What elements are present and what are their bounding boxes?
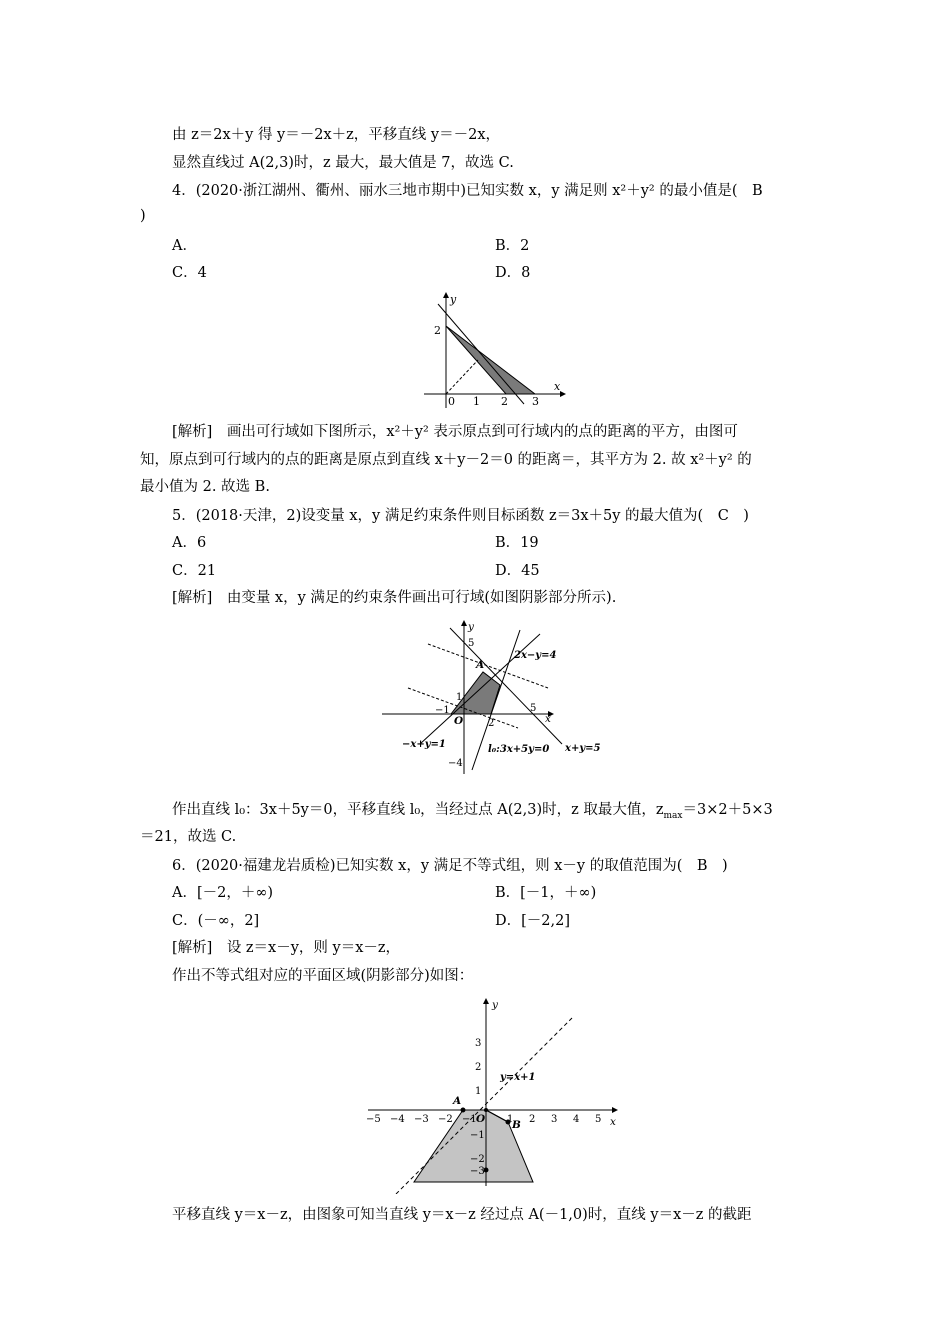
fig2-y-label: y bbox=[468, 621, 474, 633]
q4-option-d: D．8 bbox=[495, 265, 531, 281]
fig3-tick-x5: 5 bbox=[595, 1114, 602, 1125]
fig3-tick-ym1: −1 bbox=[470, 1130, 485, 1141]
fig3-origin-dot bbox=[484, 1108, 488, 1112]
q5-solution-2-text: 作出直线 l₀：3x＋5y＝0，平移直线 l₀，当经过点 A(2,3)时，z 取最大值，z bbox=[172, 802, 664, 818]
question-5: 5．(2018·天津，2)设变量 x，y 满足约束条件则目标函数 z＝3x＋5y 的最大值为( C ) bbox=[172, 508, 749, 524]
fig3-tick-x2: 2 bbox=[529, 1114, 536, 1125]
fig2-tick-x2: 2 bbox=[488, 718, 495, 729]
q4-option-c: C．4 bbox=[172, 265, 207, 281]
fig3-y-label: y bbox=[492, 999, 498, 1011]
solution-line-2: 显然直线过 A(2,3)时，z 最大，最大值是 7，故选 C. bbox=[172, 155, 514, 171]
fig2-label-l0: l₀:3x+5y=0 bbox=[488, 744, 550, 755]
fig1-tick-x1: 1 bbox=[473, 395, 480, 408]
fig3-tick-y3: 3 bbox=[475, 1038, 482, 1049]
fig3-tick-xm5: −5 bbox=[366, 1114, 381, 1125]
fig2-point-a: A bbox=[476, 659, 485, 671]
fig2-label-neg-x-y-1: −x+y=1 bbox=[402, 739, 446, 750]
fig3-tick-xm1: −1 bbox=[462, 1114, 477, 1125]
fig2-x-label: x bbox=[545, 713, 551, 725]
q5-option-a: A．6 bbox=[172, 535, 207, 551]
q5-solution-1: [解析] 由变量 x，y 满足的约束条件画出可行域(如图阴影部分所示). bbox=[172, 590, 617, 606]
fig3-point-a-dot bbox=[461, 1108, 466, 1113]
q5-solution-2-end: ＝3×2＋5×3 bbox=[682, 802, 773, 818]
q6-solution-1: [解析] 设 z＝x－y，则 y＝x－z， bbox=[172, 940, 401, 956]
question-4: 4．(2020·浙江湖州、衢州、丽水三地市期中)已知实数 x，y 满足则 x²＋y² 的最小值是( B bbox=[172, 183, 763, 199]
q4-solution-1: [解析] 画出可行域如下图所示，x²＋y² 表示原点到可行域内的点的距离的平方，由图可 bbox=[172, 424, 738, 440]
q4-option-b: B．2 bbox=[495, 238, 530, 254]
q5-solution-3: ＝21，故选 C. bbox=[140, 829, 237, 845]
fig3-origin: O bbox=[476, 1113, 486, 1125]
fig3-tick-x1: 1 bbox=[507, 1114, 514, 1125]
fig3-tick-xm3: −3 bbox=[414, 1114, 429, 1125]
solution-line-1: 由 z＝2x＋y 得 y＝－2x＋z，平移直线 y＝－2x， bbox=[172, 127, 500, 143]
fig3-tick-y2: 2 bbox=[475, 1062, 482, 1073]
q6-solution-3: 平移直线 y＝x－z，由图象可知当直线 y＝x－z 经过点 A(－1,0)时，直线 y＝x－z 的截距 bbox=[172, 1207, 752, 1223]
fig2-line-x-y-5 bbox=[450, 628, 562, 744]
fig1-tick-y2: 2 bbox=[434, 324, 441, 337]
fig2-tick-xm1: −1 bbox=[435, 705, 450, 716]
fig2-tick-ym4: −4 bbox=[448, 758, 463, 769]
q4-solution-3: 最小值为 2. 故选 B. bbox=[140, 479, 270, 495]
fig3-tick-y1: 1 bbox=[475, 1086, 482, 1097]
fig2-origin: O bbox=[454, 715, 464, 727]
fig2-tick-x5: 5 bbox=[530, 703, 537, 714]
fig3-point-a: A bbox=[453, 1095, 462, 1107]
q5-solution-2-sub: max bbox=[663, 810, 683, 821]
fig1-y-label: y bbox=[450, 293, 457, 306]
figure-q4-feasible-region bbox=[420, 290, 570, 408]
q5-option-c: C．21 bbox=[172, 563, 217, 579]
fig2-label-2x-y-4: 2x−y=4 bbox=[514, 650, 557, 661]
q6-option-d: D．[－2,2] bbox=[495, 913, 570, 929]
fig1-origin: 0 bbox=[448, 395, 455, 408]
fig3-x-label: x bbox=[610, 1116, 616, 1128]
q6-option-a: A．[－2，＋∞) bbox=[172, 885, 274, 901]
q5-option-b: B．19 bbox=[495, 535, 539, 551]
q6-solution-2: 作出不等式组对应的平面区域(阴影部分)如图： bbox=[172, 968, 474, 984]
fig3-line-label: y=x+1 bbox=[500, 1072, 536, 1083]
q5-solution-2 bbox=[172, 800, 773, 826]
q6-option-b: B．[－1，＋∞) bbox=[495, 885, 597, 901]
fig1-x-label: x bbox=[554, 380, 561, 393]
fig3-point-b: B bbox=[512, 1119, 521, 1131]
q4-option-a: A． bbox=[172, 238, 197, 254]
fig1-tick-x2: 2 bbox=[501, 395, 508, 408]
fig2-tick-y1: 1 bbox=[456, 692, 463, 703]
fig1-shaded-region bbox=[446, 326, 535, 394]
fig3-tick-xm2: −2 bbox=[438, 1114, 453, 1125]
q4-solution-2: 知，原点到可行域内的点的距离是原点到直线 x＋y－2＝0 的距离＝，其平方为 2. 故 x²＋y² 的 bbox=[140, 452, 752, 468]
fig2-label-x-y-5: x+y=5 bbox=[565, 743, 601, 754]
figure-q5-feasible-region bbox=[380, 618, 640, 778]
fig3-tick-xm4: −4 bbox=[390, 1114, 405, 1125]
fig3-tick-ym3: −3 bbox=[470, 1166, 485, 1177]
fig1-tick-x3: 3 bbox=[532, 395, 539, 408]
fig3-tick-ym2: −2 bbox=[470, 1154, 485, 1165]
fig2-tick-y5: 5 bbox=[468, 638, 475, 649]
question-6: 6．(2020·福建龙岩质检)已知实数 x，y 满足不等式组，则 x－y 的取值范围为( B ) bbox=[172, 858, 728, 874]
fig1-dashed-line bbox=[446, 360, 478, 394]
fig3-tick-x4: 4 bbox=[573, 1114, 580, 1125]
q6-option-c: C．(－∞，2] bbox=[172, 913, 260, 929]
figure-q6-feasible-region bbox=[360, 994, 630, 1194]
fig3-tick-x3: 3 bbox=[551, 1114, 558, 1125]
question-4-close: ) bbox=[140, 208, 146, 224]
q5-option-d: D．45 bbox=[495, 563, 540, 579]
